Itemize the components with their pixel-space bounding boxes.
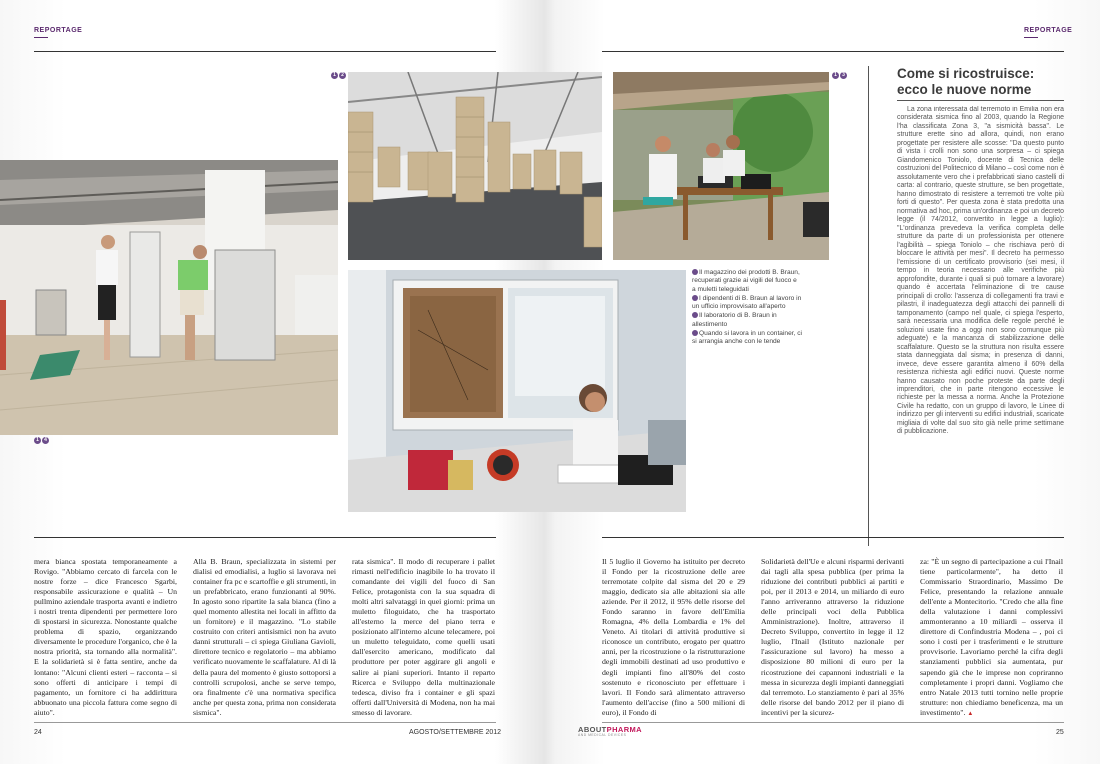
caption-item <box>692 269 802 294</box>
badge-digit: 1 <box>832 72 839 79</box>
photo-container-lab <box>348 270 686 512</box>
badge-digit: 4 <box>42 437 49 444</box>
caption-bullet-icon <box>692 312 698 318</box>
photo-outdoor-office-image <box>613 72 829 260</box>
issue-date: AGOSTO/SETTEMBRE 2012 <box>409 729 502 736</box>
page-number-left: 24 <box>34 729 42 736</box>
photo-captions <box>692 269 802 348</box>
body-column-2: Alla B. Braun, specializzata in sistemi per dialisi ed emodialisi, a luglio si lavorava nei container fra pc e scartoffie e gli strumenti, in un prefabbricato, erano funzionanti al 90%. In agosto sono ripartite la sala bianca (fino a quel momento allestita nei locali in affitto da un fornitore) e il magazzino. "Lo stabile costruito con criteri antisismici non ha avuto danni strutturali – ci spiega Giuliana Gavioli, direttore tecnico e regolatorio – ma abbiamo verificato nuovamente le scaffalature. Al di là della paura del momento è giusto sottoporsi a controlli scrupolosi, anche se serve tempo, ora finalmente c'è una normativa specifica anche per questa zona, prima non considerata sismica". <box>193 557 336 717</box>
caption-item <box>692 295 802 312</box>
photo-warehouse-pallets-image <box>348 72 602 260</box>
sidebar-title: Come si ricostruisce: ecco le nuove norme <box>897 66 1064 101</box>
photo-tent-workers <box>0 160 338 435</box>
body-column-6-text: za: "È un segno di partecipazione a cui l'Inail tiene particolarmente", ha detto il Commissario Straordinario, Massimo De Felice, presentando la relazione annuale dell'ente a Montecitorio. "Credo che alla fine della valutazione i danni complessivi ammonteranno a 10 miliardi – osserva il direttore di Confindustria Modena – , poi ci sono i costi per i trasferimenti e le strutture provvisorie. Lavoriamo perché la cifra degli stanziamenti pubblici sia aumentata, pur sapendo già che le imprese non copriranno completamente i propri danni. Vogliamo che entro Natale 2013 tutti tornino nelle proprie strutture: non chiediamo beneficenza, ma un investimento". <box>920 557 1063 717</box>
badge-digit: 3 <box>840 72 847 79</box>
caption-item <box>692 312 802 329</box>
photo-container-lab-image <box>348 270 686 512</box>
caption-bullet-icon <box>692 295 698 301</box>
body-column-3: rata sismica". Il modo di recuperare i pallet rimasti nell'edificio inagibile lo ha trovato il comandante dei vigili del fuoco di San Felice, protagonista con la sua squadra di molti altri salvataggi in quei giorni: prima un muletto filoguidato, che ha trasportato all'esterno la merce del piano terra e posizionato all'interno alcune telecamere, poi un muletto teleguidato, come quelli usati dall'esercito americano, modificato dal produttore per poter aggirare gli angoli e salire ai piani superiori. Intanto il reparto Ricerca e Sviluppo della multinazionale tedesca, diviso fra i container e gli spazi offerti dall'Università di Modena, non ha mai smesso di lavorare. <box>352 557 495 717</box>
body-column-4: Il 5 luglio il Governo ha istituito per decreto il Fondo per la ricostruzione delle aree terremotate colpite dal sisma del 20 e 29 maggio, dedicato sia alle abitazioni sia alle aziende. Per il 2012, il 95% delle risorse del Fondo saranno in favore dell'Emilia Romagna, 4% della Lombardia e 1% del Veneto. Ai titolari di attività produttive si riconosce un contributo, erogato per quattro anni, per la ricostruzione o la ristrutturazione degli immobili destinati ad uso produttivo e degli impianti fino all'80% del costo sostenuto e riconosciuto per effettuare i lavori. Il Fondo sarà alimentato attraverso l'aumento dell'accise (fino a 500 milioni di euro), il Fondo di <box>602 557 745 717</box>
end-mark-icon: ▲ <box>967 710 974 717</box>
photo-warehouse-pallets-badge <box>331 72 346 79</box>
top-rule-right <box>602 51 1064 52</box>
photo-tent-workers-badge <box>34 437 49 444</box>
top-rule-left <box>34 51 496 52</box>
body-rule-left <box>34 537 496 538</box>
section-tag-bar <box>34 37 48 38</box>
caption-text: Il laboratorio di B. Braun in allestimento <box>692 312 777 328</box>
photo-outdoor-office-badge <box>832 72 847 79</box>
page-number-right: 25 <box>1056 729 1064 736</box>
badge-digit: 1 <box>34 437 41 444</box>
section-tag-left-label: REPORTAGE <box>34 27 83 34</box>
body-column-6 <box>920 557 1063 737</box>
footer-rule-right <box>602 722 1064 723</box>
badge-digit: 2 <box>339 72 346 79</box>
section-tag-right-label: REPORTAGE <box>1024 27 1073 34</box>
photo-tent-workers-image <box>0 160 338 435</box>
caption-bullet-icon <box>692 269 698 275</box>
photo-outdoor-office <box>613 72 829 260</box>
section-tag-bar <box>1024 37 1038 38</box>
caption-bullet-icon <box>692 330 698 336</box>
section-tag-left <box>34 27 82 38</box>
sidebar-box <box>868 66 1064 546</box>
brand-logo <box>578 725 642 737</box>
body-rule-right <box>602 537 1064 538</box>
caption-text: I dipendenti di B. Braun al lavoro in un ufficio improvvisato all'aperto <box>692 294 802 311</box>
caption-item <box>692 330 802 347</box>
brand-logo-about: ABOUT <box>578 725 607 734</box>
brand-logo-tagline: AND MEDICAL DEVICES <box>578 733 627 737</box>
brand-logo-pharma: PHARMA <box>606 725 642 734</box>
caption-text: Il magazzino dei prodotti B. Braun, recuperati grazie ai vigili del fuoco e a muletti teleguidati <box>692 269 800 293</box>
section-tag-right <box>1024 27 1072 38</box>
footer-rule-left <box>34 722 496 723</box>
body-column-1: mera bianca spostata temporaneamente a Rovigo. "Abbiamo cercato di farcela con le nostre forze – dice Francesco Sgarbi, responsabile assicurazione e qualità – Un pullmino aziendale trasporta avanti e indietro i nostri trenta dipendenti per permettere loro di spostarsi in sicurezza. Nonostante qualche problema di spazio, organizzando diversamente le procedure l'organico, che è la nostra priorità, sta tornando alla normalità". E la solidarietà si è fatta sentire, anche da lontano: "Alcuni clienti esteri – racconta – si sono offerti di anticipare i tempi di pagamento, un fornitore ci ha addirittura abbuonato una piccola fattura come segno di aiuto". <box>34 557 177 717</box>
photo-warehouse-pallets <box>348 72 602 260</box>
caption-text: Quando si lavora in un container, ci si arrangia anche con le tende <box>692 330 802 346</box>
body-column-5: Solidarietà dell'Ue e alcuni risparmi derivanti dai tagli alla spesa pubblica (per prima la riduzione dei contributi pubblici ai partiti e poi, per il 2013 e 2014, un miliardo di euro l'anno arriveranno attraverso la riduzione delle principali voci della Pubblica Amministrazione). Inoltre, attraverso il Decreto Sviluppo, convertito in legge il 12 luglio, l'Inail (Istituto nazionale per l'assicurazione sul lavoro) ha messo a disposizione 80 milioni di euro per la ricostruzione dei capannoni industriali e la messa in sicurezza degli impianti danneggiati dal terremoto. Lo stanziamento è pari al 35% delle risorse del bando 2012 per il piano di incentivi per la sicurez- <box>761 557 904 717</box>
badge-digit: 1 <box>331 72 338 79</box>
sidebar-body: La zona interessata dal terremoto in Emilia non era considerata sismica fino al 2003, quando la Regione l'ha classificata Zona 3, "a sismicità bassa". Le strutture erette sino ad allora, quindi, non erano progettate per resistere alle scosse: "Da questo punto di vista i crolli non sono una sorpresa – ci spiega Giandomenico Toniolo, docente di Tecnica delle costruzioni del Politecnico di Milano – così come non è assolutamente vero che i prefabbricati siano castelli di carta: al contrario, queste strutture, se ben progettate, hanno dimostrato di resistere a terremoti tre volte più forti di questo". Per questa zona è stata predotta una normativa ad hoc, prima un'ordinanza e poi un decreto legge (il 74/2012, convertito in legge a luglio): "L'ordinanza prevedeva la verifica completa delle strutture da parte di un professionista per ottenere l'agibilità – spiega Toniolo – che rischiava però di bloccare le attività per mesi". Il decreto ha permesso l'emissione di un certificato provvisorio (sei mesi, il tempo in teoria necessario alle verifiche più approfondite, durante i quali si può tornare a lavorare) quando è accertata l'eliminazione di tre cause principali di crollo: l'assenza di collegamenti fra travi e pilastri, il inadeguatezza degli attacchi dei pannelli di tamponamento (campo nel quale, ci spiega l'esperto, sarà necessaria una modifica delle regole perché le soluzioni usate fino a oggi non sono comunque più adeguate) e la mancanza di stabilizzazione delle scaffalature. Questo se la struttura non risulta essere stata danneggiata dal sisma; in presenza di danni, invece, deve essere garantita almeno il 60% della resistenza richiesta agli edifici nuovi. Queste norme hanno causato non poche proteste da parte degli imprenditori, che in parte ritengono eccessive le richieste per la messa a norma. Anche la Protezione Civile ha redatto, con un gruppo di lavoro, le Linee di indirizzo per gli interventi su edifici industriali, scaricate migliaia di volte dal suo sito già nelle prime settimane di pubblicazione. <box>897 106 1064 436</box>
